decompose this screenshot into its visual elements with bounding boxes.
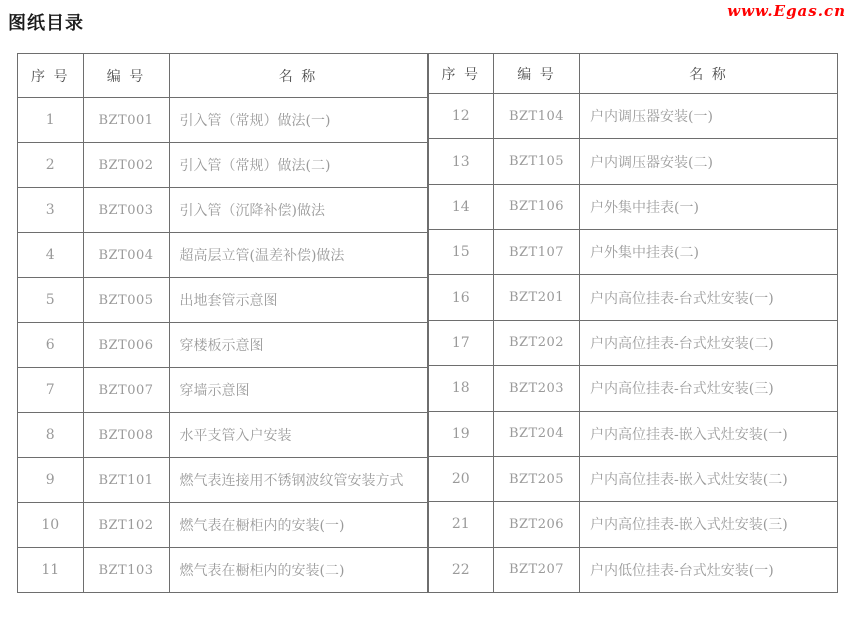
catalog-table-right xyxy=(428,53,839,593)
table-row xyxy=(18,458,428,503)
table-row xyxy=(428,411,838,456)
row-number: 14 xyxy=(428,184,494,229)
drawing-code: BZT206 xyxy=(494,502,580,547)
drawing-code: BZT201 xyxy=(494,275,580,320)
row-number: 7 xyxy=(18,368,84,413)
drawing-name: 燃气表在橱柜内的安装(二) xyxy=(169,548,427,593)
drawing-name: 水平支管入户安装 xyxy=(169,413,427,458)
row-number: 6 xyxy=(18,323,84,368)
drawing-name: 燃气表在橱柜内的安装(一) xyxy=(169,503,427,548)
drawing-name: 引入管（常规）做法(一) xyxy=(169,98,427,143)
row-number: 15 xyxy=(428,230,494,275)
drawing-code: BZT104 xyxy=(494,94,580,139)
drawing-name: 出地套管示意图 xyxy=(169,278,427,323)
table-row xyxy=(428,456,838,501)
table-row xyxy=(18,98,428,143)
row-number: 13 xyxy=(428,139,494,184)
header-no: 序 号 xyxy=(428,54,494,94)
row-number: 22 xyxy=(428,547,494,592)
drawing-code: BZT205 xyxy=(494,456,580,501)
header-no: 序 号 xyxy=(18,54,84,98)
header-name: 名 称 xyxy=(169,54,427,98)
table-row xyxy=(18,278,428,323)
drawing-code: BZT006 xyxy=(83,323,169,368)
row-number: 21 xyxy=(428,502,494,547)
drawing-code: BZT107 xyxy=(494,230,580,275)
website-watermark: www.Egas.cn xyxy=(727,2,846,20)
drawing-name: 户内高位挂表-台式灶安装(三) xyxy=(580,366,838,411)
table-row xyxy=(428,275,838,320)
drawing-code: BZT002 xyxy=(83,143,169,188)
header-code: 编 号 xyxy=(494,54,580,94)
drawing-name: 户内高位挂表-台式灶安装(一) xyxy=(580,275,838,320)
header-name: 名 称 xyxy=(580,54,838,94)
drawing-code: BZT004 xyxy=(83,233,169,278)
row-number: 17 xyxy=(428,320,494,365)
drawing-code: BZT106 xyxy=(494,184,580,229)
row-number: 2 xyxy=(18,143,84,188)
table-row xyxy=(18,413,428,458)
drawing-code: BZT203 xyxy=(494,366,580,411)
drawing-code: BZT007 xyxy=(83,368,169,413)
row-number: 5 xyxy=(18,278,84,323)
catalog-table-left xyxy=(17,53,428,593)
drawing-name: 户内高位挂表-台式灶安装(二) xyxy=(580,320,838,365)
drawing-code: BZT204 xyxy=(494,411,580,456)
row-number: 10 xyxy=(18,503,84,548)
drawing-code: BZT001 xyxy=(83,98,169,143)
drawing-name: 户外集中挂表(一) xyxy=(580,184,838,229)
row-number: 12 xyxy=(428,94,494,139)
row-number: 3 xyxy=(18,188,84,233)
drawing-name: 户内高位挂表-嵌入式灶安装(二) xyxy=(580,456,838,501)
drawing-code: BZT207 xyxy=(494,547,580,592)
table-row xyxy=(428,139,838,184)
drawing-code: BZT003 xyxy=(83,188,169,233)
table-row xyxy=(428,502,838,547)
drawing-code: BZT102 xyxy=(83,503,169,548)
table-row xyxy=(428,366,838,411)
table-row xyxy=(428,184,838,229)
drawing-name: 穿楼板示意图 xyxy=(169,323,427,368)
table-header-row xyxy=(18,54,428,98)
table-row xyxy=(18,233,428,278)
table-row xyxy=(428,230,838,275)
table-row xyxy=(428,547,838,592)
table-row xyxy=(18,503,428,548)
catalog-tables xyxy=(17,53,838,593)
table-row xyxy=(428,320,838,365)
row-number: 16 xyxy=(428,275,494,320)
table-header-row xyxy=(428,54,838,94)
row-number: 8 xyxy=(18,413,84,458)
drawing-code: BZT202 xyxy=(494,320,580,365)
table-row xyxy=(18,188,428,233)
drawing-name: 户内调压器安装(二) xyxy=(580,139,838,184)
header-code: 编 号 xyxy=(83,54,169,98)
page-title: 图纸目录 xyxy=(8,13,84,33)
table-row xyxy=(18,548,428,593)
row-number: 9 xyxy=(18,458,84,503)
row-number: 4 xyxy=(18,233,84,278)
table-row xyxy=(18,143,428,188)
drawing-name: 户外集中挂表(二) xyxy=(580,230,838,275)
drawing-name: 引入管（常规）做法(二) xyxy=(169,143,427,188)
drawing-code: BZT008 xyxy=(83,413,169,458)
drawing-code: BZT101 xyxy=(83,458,169,503)
row-number: 1 xyxy=(18,98,84,143)
drawing-name: 引入管（沉降补偿)做法 xyxy=(169,188,427,233)
row-number: 18 xyxy=(428,366,494,411)
table-row xyxy=(428,94,838,139)
drawing-name: 户内高位挂表-嵌入式灶安装(三) xyxy=(580,502,838,547)
drawing-code: BZT005 xyxy=(83,278,169,323)
drawing-name: 超高层立管(温差补偿)做法 xyxy=(169,233,427,278)
drawing-name: 燃气表连接用不锈钢波纹管安装方式 xyxy=(169,458,427,503)
drawing-code: BZT105 xyxy=(494,139,580,184)
drawing-name: 户内高位挂表-嵌入式灶安装(一) xyxy=(580,411,838,456)
table-row xyxy=(18,323,428,368)
row-number: 19 xyxy=(428,411,494,456)
drawing-name: 户内调压器安装(一) xyxy=(580,94,838,139)
drawing-code: BZT103 xyxy=(83,548,169,593)
row-number: 11 xyxy=(18,548,84,593)
drawing-name: 穿墙示意图 xyxy=(169,368,427,413)
table-row xyxy=(18,368,428,413)
drawing-name: 户内低位挂表-台式灶安装(一) xyxy=(580,547,838,592)
row-number: 20 xyxy=(428,456,494,501)
